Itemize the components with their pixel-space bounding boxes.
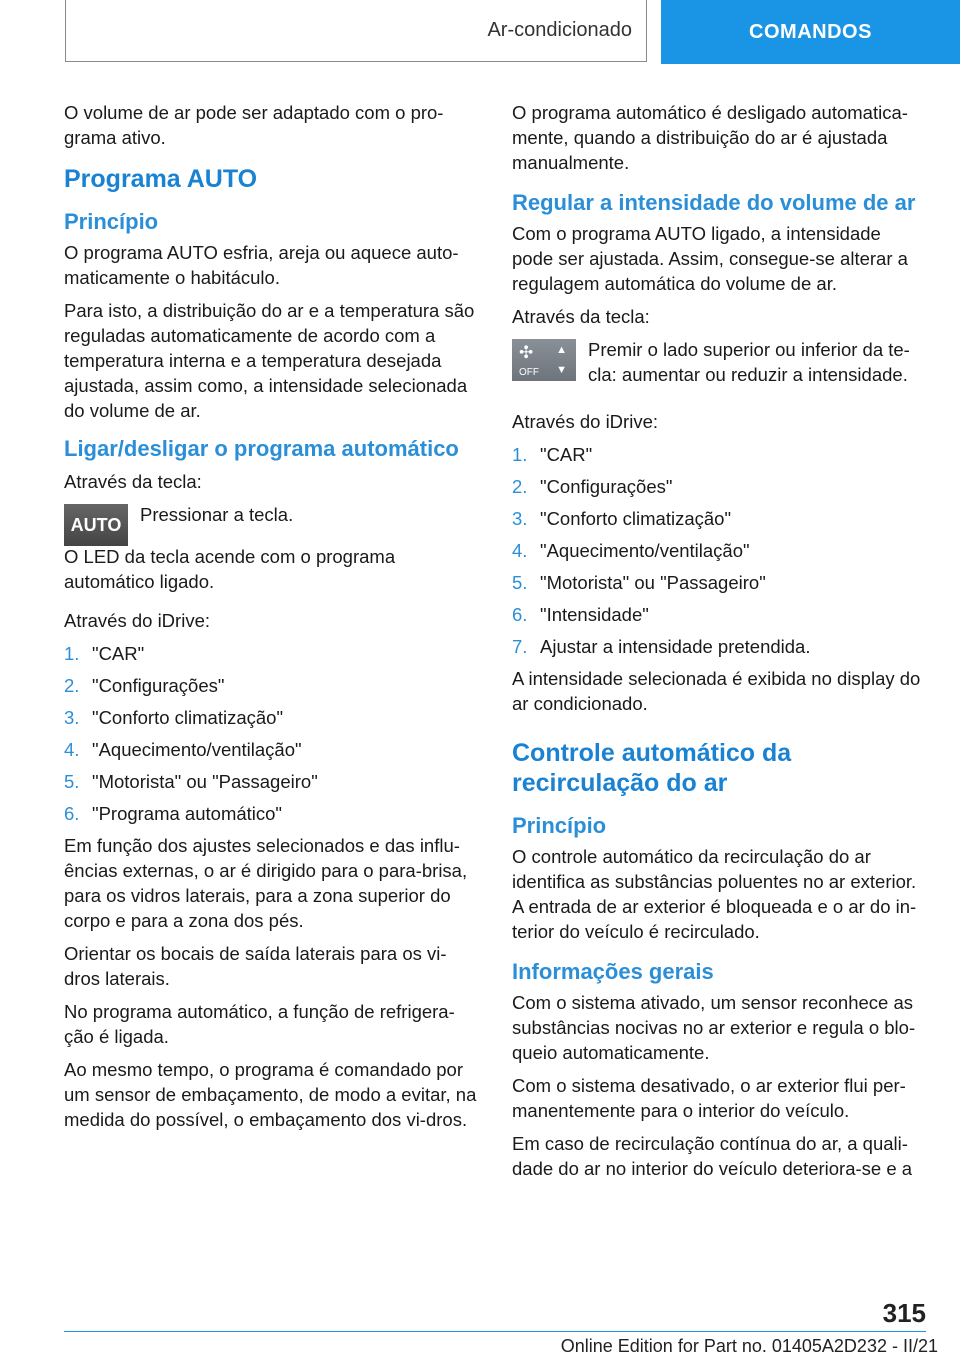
step-text: "CAR" bbox=[92, 643, 145, 664]
steps-list bbox=[512, 442, 926, 659]
step-number: 2. bbox=[64, 675, 80, 696]
paragraph: No programa automático, a função de refrigera-ção é ligada. bbox=[64, 1001, 455, 1047]
heading-principio: Princípio bbox=[64, 209, 159, 234]
key-instruction bbox=[64, 502, 482, 546]
paragraph: Com o programa AUTO ligado, a intensidade pode ser ajustada. Assim, consegue-se alterar a regulagem automática do volume de ar. bbox=[512, 223, 908, 294]
list-item bbox=[512, 474, 926, 499]
list-item bbox=[64, 769, 482, 794]
step-text: Ajustar a intensidade pretendida. bbox=[540, 636, 811, 657]
list-item bbox=[512, 570, 926, 595]
list-item bbox=[64, 705, 482, 730]
paragraph: Para isto, a distribuição do ar e a temperatura são reguladas automaticamente de acordo com a temperatura interna e a temperatura desejada ajustada, assim como, a intensidade selecionada do volume de ar. bbox=[64, 300, 475, 421]
step-text: "CAR" bbox=[540, 444, 593, 465]
step-text: "Programa automático" bbox=[92, 803, 282, 824]
list-item bbox=[512, 442, 926, 467]
paragraph: O controle automático da recirculação do ar identifica as substâncias poluentes no ar exterior. A entrada de ar exterior é bloqueada e o ar do in-terior do veículo é recirculado. bbox=[512, 846, 917, 942]
paragraph: O LED da tecla acende com o programa automático ligado. bbox=[64, 546, 396, 592]
step-text: "Conforto climatização" bbox=[92, 707, 284, 728]
list-item bbox=[64, 737, 482, 762]
list-item bbox=[512, 602, 926, 627]
step-number: 4. bbox=[512, 540, 528, 561]
heading-regular-intensidade: Regular a intensidade do volume de ar bbox=[512, 190, 916, 215]
via-key-label: Através da tecla: bbox=[64, 471, 202, 492]
right-column bbox=[512, 100, 926, 1189]
heading-recirculacao: Controle automático da recirculação do ar bbox=[512, 739, 792, 797]
page-number: 315 bbox=[882, 1298, 926, 1328]
intro-text: O volume de ar pode ser adaptado com o pro-grama ativo. bbox=[64, 102, 444, 148]
steps-list bbox=[64, 641, 482, 826]
paragraph: A intensidade selecionada é exibida no display do ar condicionado. bbox=[512, 668, 921, 714]
key-instruction-text: Pressionar a tecla. bbox=[140, 504, 294, 525]
step-number: 6. bbox=[512, 604, 528, 625]
footer-divider bbox=[64, 1331, 926, 1332]
step-text: "Motorista" ou "Passageiro" bbox=[92, 771, 318, 792]
list-item bbox=[64, 801, 482, 826]
fan-key-icon bbox=[512, 339, 576, 381]
heading-principio: Princípio bbox=[512, 813, 607, 838]
step-number: 5. bbox=[64, 771, 80, 792]
edition-text: Online Edition for Part no. 01405A2D232 - II/21 bbox=[560, 1336, 938, 1356]
via-key-label: Através da tecla: bbox=[512, 306, 650, 327]
list-item bbox=[64, 641, 482, 666]
step-text: "Aquecimento/ventilação" bbox=[540, 540, 750, 561]
fan-off-label: OFF bbox=[519, 367, 539, 378]
step-number: 4. bbox=[64, 739, 80, 760]
step-text: "Configurações" bbox=[92, 675, 225, 696]
paragraph: O programa automático é desligado automatica-mente, quando a distribuição do ar é ajustada manualmente. bbox=[512, 102, 908, 173]
via-idrive-label: Através do iDrive: bbox=[512, 411, 658, 432]
fan-icon: ✣ bbox=[519, 343, 534, 362]
list-item bbox=[512, 506, 926, 531]
left-column bbox=[64, 100, 482, 1140]
arrow-down-icon: ▼ bbox=[556, 364, 567, 376]
paragraph: Com o sistema ativado, um sensor reconhece as substâncias nocivas no ar exterior e regula o blo-queio automaticamente. bbox=[512, 992, 916, 1063]
step-number: 6. bbox=[64, 803, 80, 824]
paragraph: Com o sistema desativado, o ar exterior flui per-manentemente para o interior do veículo. bbox=[512, 1075, 906, 1121]
section-tab bbox=[65, 0, 647, 62]
step-number: 1. bbox=[512, 444, 528, 465]
paragraph: Ao mesmo tempo, o programa é comandado por um sensor de embaçamento, de modo a evitar, na medida do possível, o embaçamento dos vi-dros. bbox=[64, 1059, 477, 1130]
key-instruction-text: Premir o lado superior ou inferior da te-cla: aumentar ou reduzir a intensidade. bbox=[588, 339, 910, 385]
heading-informacoes-gerais: Informações gerais bbox=[512, 959, 714, 984]
list-item bbox=[512, 634, 926, 659]
step-number: 7. bbox=[512, 636, 528, 657]
section-title: Ar-condicionado bbox=[487, 19, 632, 41]
paragraph: Em função dos ajustes selecionados e das influ-ências externas, o ar é dirigido para o para-brisa, para os vidros laterais, para a zona superior do corpo e para a zona dos pés. bbox=[64, 835, 468, 931]
step-text: "Conforto climatização" bbox=[540, 508, 732, 529]
paragraph: Em caso de recirculação contínua do ar, a quali-dade do ar no interior do veículo deteriora-se e a bbox=[512, 1133, 913, 1179]
heading-programa-auto: Programa AUTO bbox=[64, 165, 258, 193]
page-header bbox=[0, 0, 960, 66]
step-number: 2. bbox=[512, 476, 528, 497]
via-idrive-label: Através do iDrive: bbox=[64, 610, 210, 631]
key-instruction bbox=[512, 337, 926, 395]
step-number: 1. bbox=[64, 643, 80, 664]
list-item bbox=[512, 538, 926, 563]
arrow-up-icon: ▲ bbox=[556, 344, 567, 356]
paragraph: O programa AUTO esfria, areja ou aquece auto-maticamente o habitáculo. bbox=[64, 242, 459, 288]
step-text: "Intensidade" bbox=[540, 604, 649, 625]
step-number: 3. bbox=[512, 508, 528, 529]
step-number: 5. bbox=[512, 572, 528, 593]
step-number: 3. bbox=[64, 707, 80, 728]
step-text: "Motorista" ou "Passageiro" bbox=[540, 572, 766, 593]
list-item bbox=[64, 673, 482, 698]
step-text: "Configurações" bbox=[540, 476, 673, 497]
heading-ligar-desligar: Ligar/desligar o programa automático bbox=[64, 436, 459, 461]
chapter-tab bbox=[661, 0, 960, 64]
chapter-title: COMANDOS bbox=[749, 20, 872, 43]
auto-key-label: AUTO bbox=[70, 514, 122, 535]
step-text: "Aquecimento/ventilação" bbox=[92, 739, 302, 760]
auto-key-icon bbox=[64, 504, 128, 546]
paragraph: Orientar os bocais de saída laterais para os vi-dros laterais. bbox=[64, 943, 447, 989]
